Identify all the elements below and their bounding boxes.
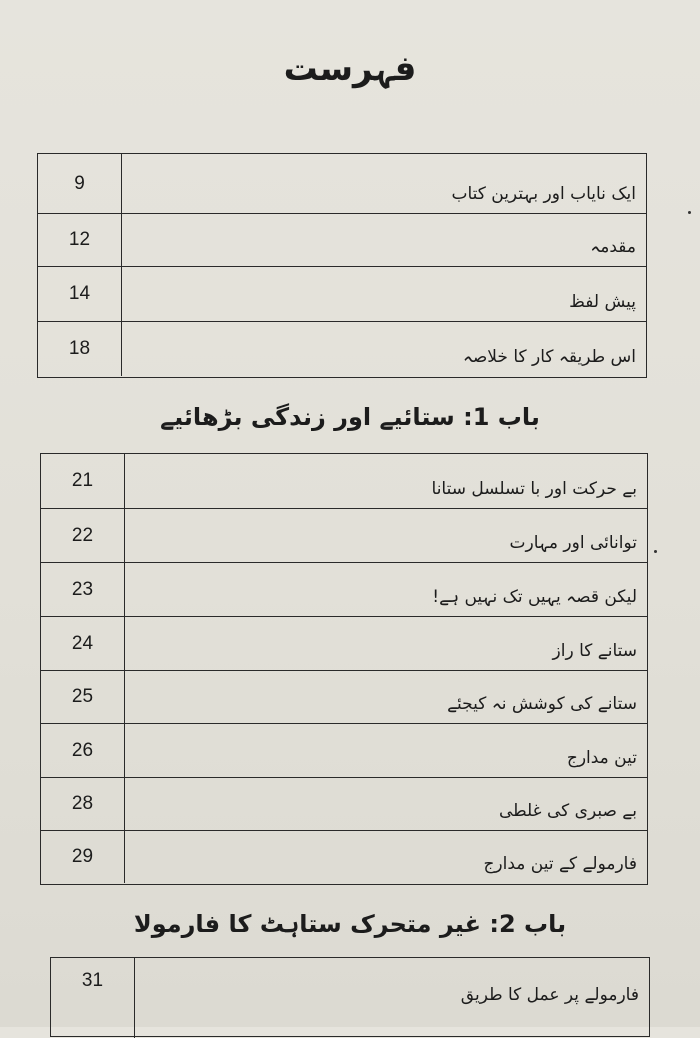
chapter-heading: باب 1: ستائیے اور زندگی بڑھائیے — [160, 403, 540, 431]
toc-page-number: 29 — [41, 831, 125, 883]
toc-entry-title: تین مدارج — [566, 748, 637, 768]
toc-row[interactable] — [38, 154, 646, 214]
toc-entry-title: ایک نایاب اور بہترین کتاب — [451, 184, 636, 204]
toc-entry-title: ستانے کی کوشش نہ کیجئے — [447, 694, 637, 714]
toc-entry-title: ستانے کا راز — [552, 641, 637, 661]
toc-page-number: 21 — [41, 454, 125, 508]
toc-entry-title: مقدمہ — [590, 237, 636, 257]
toc-row[interactable] — [41, 509, 647, 563]
toc-row[interactable] — [41, 617, 647, 671]
toc-entry-title: پیش لفظ — [569, 292, 636, 312]
toc-entry-title: فارمولے پر عمل کا طریق — [460, 985, 639, 1005]
toc-row[interactable] — [51, 958, 649, 1038]
toc-row[interactable] — [41, 671, 647, 724]
toc-page-number: 22 — [41, 509, 125, 562]
toc-entry-title: اس طریقہ کار کا خلاصہ — [462, 347, 636, 367]
toc-entry-title: فارمولے کے تین مدارج — [483, 854, 637, 874]
toc-row[interactable] — [41, 831, 647, 883]
toc-entry-title: بے حرکت اور با تسلسل ستانا — [431, 479, 637, 499]
toc-row[interactable] — [41, 724, 647, 778]
toc-page-number: 12 — [38, 214, 122, 266]
toc-page-number: 23 — [41, 563, 125, 616]
toc-page-number: 9 — [38, 154, 122, 213]
chapter-heading: باب 2: غیر متحرک ستاہٹ کا فارمولا — [133, 910, 567, 938]
toc-table-intro — [37, 153, 647, 378]
toc-table-chapter-2 — [50, 957, 650, 1037]
toc-row[interactable] — [38, 322, 646, 376]
toc-row[interactable] — [41, 454, 647, 509]
toc-row[interactable] — [38, 267, 646, 322]
toc-table-chapter-1 — [40, 453, 648, 885]
toc-row[interactable] — [41, 563, 647, 617]
toc-page-number: 18 — [38, 322, 122, 376]
toc-entry-title: بے صبری کی غلطی — [498, 801, 637, 821]
speck-mark — [654, 550, 657, 553]
toc-row[interactable] — [38, 214, 646, 267]
toc-entry-title: توانائی اور مہارت — [509, 533, 637, 553]
toc-page-number: 26 — [41, 724, 125, 777]
toc-page-number: 25 — [41, 671, 125, 723]
toc-row[interactable] — [41, 778, 647, 831]
toc-page-number: 24 — [41, 617, 125, 670]
toc-entry-title: لیکن قصہ یہیں تک نہیں ہے! — [432, 587, 637, 607]
toc-page-number: 31 — [51, 958, 135, 1038]
toc-page-number: 28 — [41, 778, 125, 830]
speck-mark — [688, 211, 691, 214]
page-title: فہرست — [283, 49, 417, 89]
toc-page-number: 14 — [38, 267, 122, 321]
